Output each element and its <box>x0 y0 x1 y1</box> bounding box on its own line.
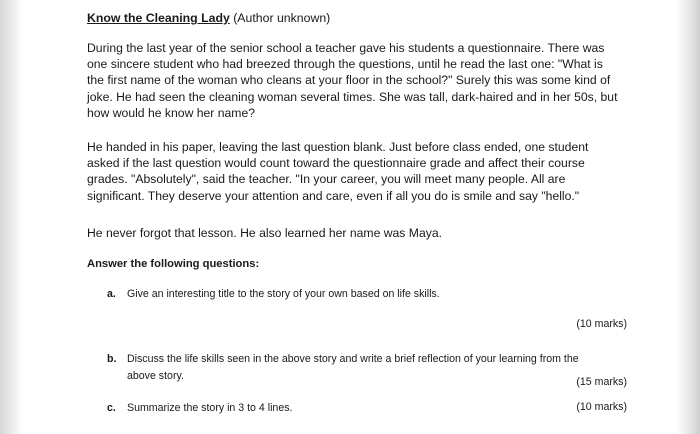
question-c-letter: c. <box>107 402 116 414</box>
question-b-letter: b. <box>107 353 117 365</box>
question-a-letter: a. <box>107 288 116 300</box>
document-heading <box>87 11 330 25</box>
page-edge-shadow-left <box>0 0 22 434</box>
question-b-text-continued: above story. <box>127 370 184 382</box>
page-edge-shadow-right <box>676 0 700 434</box>
question-a-text: Give an interesting title to the story of your own based on life skills. <box>127 288 440 300</box>
story-title: Know the Cleaning Lady <box>87 11 230 25</box>
question-c-text: Summarize the story in 3 to 4 lines. <box>127 402 293 414</box>
question-c-marks: (10 marks) <box>576 401 627 413</box>
question-a-marks: (10 marks) <box>576 318 627 330</box>
questions-heading: Answer the following questions: <box>87 258 260 270</box>
story-paragraph-1: During the last year of the senior school a teacher gave his students a questionnaire. There was one sincere student who had breezed through the questions, until he read the last one: "What is the first name of the woman who cleans at your floor in the school?" Surely this was some kind of joke. He had seen the cleaning woman several times. She was tall, dark-haired and in her 50s, but how would he know her name? <box>87 41 618 120</box>
story-paragraph-2: He handed in his paper, leaving the last question blank. Just before class ended, one student asked if the last question would count toward the questionnaire grade and affect their course grades. "Absolutely", said the teacher. "In your career, you will meet many people. All are significant. They deserve your attention and care, even if all you do is smile and say "hello." <box>87 140 589 203</box>
question-b-text: Discuss the life skills seen in the above story and write a brief reflection of your learning from the <box>127 353 579 365</box>
question-b-marks: (15 marks) <box>576 376 627 388</box>
author-note: (Author unknown) <box>229 11 331 25</box>
story-paragraph-3: He never forgot that lesson. He also learned her name was Maya. <box>87 226 442 240</box>
